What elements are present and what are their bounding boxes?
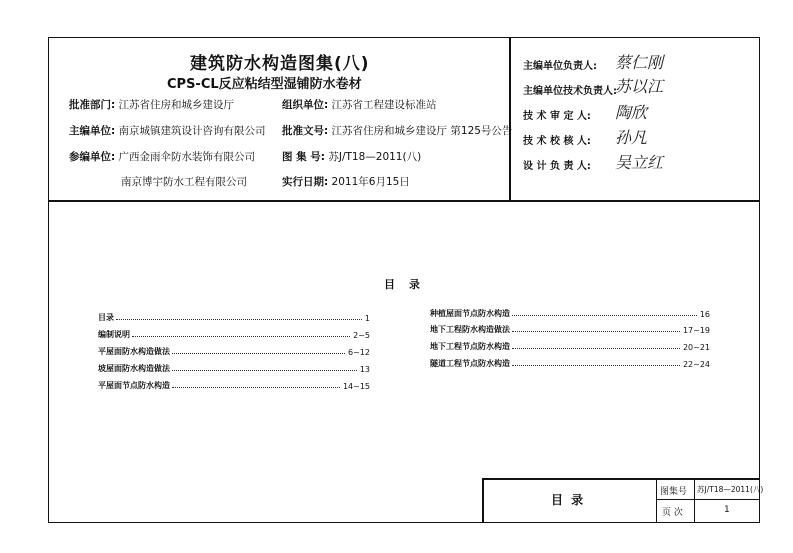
organizer: 组织单位: 江苏省工程建设标准站 xyxy=(282,99,437,111)
toc-item[interactable]: 编制说明 2~5 xyxy=(98,330,370,340)
signature-divider xyxy=(509,37,511,201)
sig-label-designer: 设 计 负 责 人: xyxy=(523,161,591,172)
title-block-divider xyxy=(656,478,657,523)
signature-approver: 陶欣 xyxy=(615,103,648,122)
participant-unit: 参编单位: 广西金雨伞防水装饰有限公司 xyxy=(69,151,256,163)
title-block-left-border xyxy=(482,478,484,523)
sig-label-checker: 技 术 校 核 人: xyxy=(523,136,591,147)
participant-unit-2: 南京博宇防水工程有限公司 xyxy=(121,176,247,188)
atlas-number-value: 苏J/T18—2011(八) xyxy=(697,485,764,494)
approval-dept: 批准部门: 江苏省住房和城乡建设厅 xyxy=(69,99,235,111)
header-divider xyxy=(48,200,760,202)
page-number-value: 1 xyxy=(724,505,730,515)
atlas-number-label: 图集号 xyxy=(660,487,688,497)
toc-item[interactable]: 地下工程防水构造做法 17~19 xyxy=(430,325,710,335)
toc-item[interactable]: 目录 1 xyxy=(98,313,370,323)
sig-label-approver: 技 术 审 定 人: xyxy=(523,111,591,122)
toc-title: 目录 xyxy=(384,278,434,291)
atlas-number: 图 集 号: 苏J/T18—2011(八) xyxy=(282,151,422,163)
page-number-label: 页 次 xyxy=(662,508,683,518)
approval-doc-number: 批准文号: 江苏省住房和城乡建设厅 第125号公告 xyxy=(282,125,513,137)
signature-tech-chief: 苏以江 xyxy=(615,77,664,96)
sig-label-tech-chief: 主编单位技术负责人: xyxy=(523,86,617,97)
atlas-subtitle: CPS-CL反应粘结型湿铺防水卷材 xyxy=(167,77,362,92)
signature-designer: 吴立红 xyxy=(615,153,664,172)
signature-checker: 孙凡 xyxy=(615,128,648,147)
signature-chief: 蔡仁刚 xyxy=(615,53,664,72)
toc-item[interactable]: 坡屋面防水构造做法 13 xyxy=(98,364,370,374)
implementation-date: 实行日期: 2011年6月15日 xyxy=(282,176,410,188)
editor-unit: 主编单位: 南京城镇建筑设计咨询有限公司 xyxy=(69,125,266,137)
atlas-title: 建筑防水构造图集(八) xyxy=(190,54,370,74)
sig-label-chief: 主编单位负责人: xyxy=(523,61,597,72)
toc-item[interactable]: 地下工程节点防水构造 20~21 xyxy=(430,342,710,352)
toc-item[interactable]: 平屋面防水构造做法 6~12 xyxy=(98,347,370,357)
toc-item[interactable]: 隧道工程节点防水构造 22~24 xyxy=(430,359,710,369)
title-block-row-divider xyxy=(656,499,760,500)
toc-item[interactable]: 种植屋面节点防水构造 16 xyxy=(430,309,710,319)
title-block-name: 目 录 xyxy=(551,493,586,507)
title-block-divider xyxy=(694,478,695,523)
toc-item[interactable]: 平屋面节点防水构造 14~15 xyxy=(98,381,370,391)
title-block-top-border xyxy=(482,478,760,480)
